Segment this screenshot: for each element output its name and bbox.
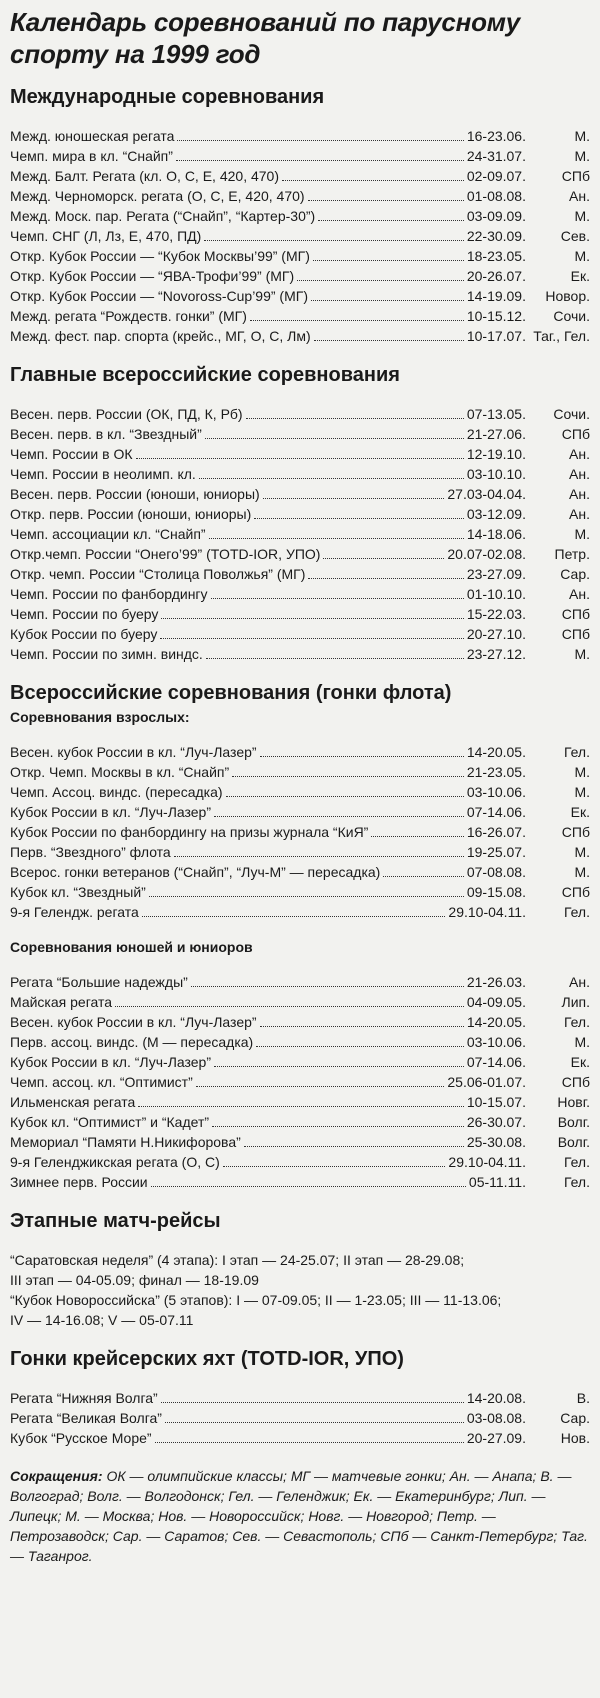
dot-leader	[297, 268, 464, 281]
event-name: Чемп. ассоц. кл. “Оптимист”	[10, 1074, 193, 1090]
subsection-heading: Соревнования юношей и юниоров	[10, 939, 253, 955]
event-city: СПб	[561, 168, 590, 184]
event-name: Ильменская регата	[10, 1094, 136, 1110]
dot-leader	[115, 994, 464, 1007]
list-item	[10, 972, 590, 992]
cruisers-heading: Гонки крейсерских яхт (TOTD-IOR, УПО)	[10, 1348, 404, 1370]
event-list	[10, 742, 590, 922]
event-city: СПб	[561, 426, 590, 442]
list-item	[10, 762, 590, 782]
event-name: 9-я Гелендж. регата	[10, 904, 139, 920]
dot-leader	[311, 288, 464, 301]
event-name: Весен. перв. России (юноши, юниоры)	[10, 486, 260, 502]
list-item	[10, 1052, 590, 1072]
list-item	[10, 326, 590, 346]
list-item	[10, 1152, 590, 1172]
event-city: Сев.	[560, 228, 590, 244]
event-name: Всерос. гонки ветеранов (“Снайп”, “Луч-М” — пересадка)	[10, 864, 381, 880]
event-name: Регата “Большие надежды”	[10, 974, 188, 990]
subsection-heading: Соревнования взрослых:	[10, 709, 190, 725]
event-city: Гел.	[563, 744, 590, 760]
event-date: 16-23.06.	[466, 128, 526, 144]
event-name: Откр. Чемп. Москвы в кл. “Снайп”	[10, 764, 230, 780]
event-name: Откр. Кубок России — “Кубок Москвы’99” (МГ)	[10, 248, 310, 264]
event-city: М.	[574, 128, 590, 144]
event-date: 09-15.08.	[466, 884, 526, 900]
event-city: Волг.	[557, 1134, 590, 1150]
event-date: 15-22.03.	[466, 606, 526, 622]
event-city: М.	[574, 208, 590, 224]
event-city: Сочи.	[553, 406, 590, 422]
event-name: Весен. перв. России (ОК, ПД, К, Рб)	[10, 406, 243, 422]
event-date: 24-31.07.	[466, 148, 526, 164]
event-date: 14-19.09.	[466, 288, 526, 304]
event-date: 23-27.09.	[466, 566, 526, 582]
event-name: Регата “Великая Волга”	[10, 1410, 162, 1426]
event-city: Ан.	[569, 486, 590, 502]
event-name: Межд. регата “Рождеств. гонки” (МГ)	[10, 308, 247, 324]
list-item	[10, 404, 590, 424]
list-item	[10, 1132, 590, 1152]
event-city: Гел.	[563, 904, 590, 920]
list-item	[10, 902, 590, 922]
dot-leader	[260, 744, 464, 757]
list-item	[10, 564, 590, 584]
dot-leader	[142, 904, 446, 917]
list-item	[10, 862, 590, 882]
event-name: Чемп. России по буеру	[10, 606, 159, 622]
event-date: 03-12.09.	[466, 506, 526, 522]
list-item	[10, 992, 590, 1012]
event-city: М.	[574, 844, 590, 860]
event-date: 21-23.05.	[466, 764, 526, 780]
list-item	[10, 186, 590, 206]
event-date: 07-13.05.	[466, 406, 526, 422]
list-item	[10, 226, 590, 246]
event-city: Новор.	[545, 288, 590, 304]
event-city: М.	[574, 248, 590, 264]
event-name: Чемп. ассоциации кл. “Снайп”	[10, 526, 206, 542]
list-item	[10, 1172, 590, 1192]
dot-leader	[138, 1094, 464, 1107]
event-date: 25.06-01.07.	[447, 1074, 526, 1090]
event-name: Перв. “Звездного” флота	[10, 844, 171, 860]
event-name: Откр. Кубок России — “ЯВА-Трофи’99” (МГ)	[10, 268, 295, 284]
event-date: 05-11.11.	[468, 1174, 526, 1190]
event-date: 07-14.06.	[466, 804, 526, 820]
event-name: Чемп. России в неолимп. кл.	[10, 466, 196, 482]
dot-leader	[250, 308, 464, 321]
fleet-groups	[10, 708, 590, 1192]
match-line: “Саратовская неделя” (4 этапа): I этап — 24-25.07; II этап — 28-29.08;	[10, 1252, 465, 1268]
page-title-line: Календарь соревнований по парусному	[10, 7, 521, 37]
dot-leader	[318, 208, 464, 221]
dot-leader	[314, 328, 464, 341]
list-item	[10, 484, 590, 504]
dot-leader	[204, 228, 464, 241]
event-name: Весен. перв. в кл. “Звездный”	[10, 426, 202, 442]
dot-leader	[214, 1054, 464, 1067]
dot-leader	[256, 1034, 464, 1047]
list-item	[10, 624, 590, 644]
section-heading: Международные соревнования	[10, 86, 325, 108]
event-name: Откр. чемп. России “Столица Поволжья” (МГ)	[10, 566, 306, 582]
event-date: 14-20.05.	[466, 744, 526, 760]
event-name: Межд. Черноморск. регата (О, С, Е, 420, 470)	[10, 188, 305, 204]
event-city: СПб	[561, 1074, 590, 1090]
abbreviations-label: Сокращения:	[10, 1468, 103, 1484]
event-name: Кубок России в кл. “Луч-Лазер”	[10, 804, 212, 820]
event-date: 03-08.08.	[466, 1410, 526, 1426]
list-item	[10, 1428, 590, 1448]
event-city: СПб	[561, 824, 590, 840]
event-date: 18-23.05.	[466, 248, 526, 264]
event-name: Зимнее перв. России	[10, 1174, 148, 1190]
event-city: Ек.	[570, 268, 590, 284]
event-city: Гел.	[563, 1014, 590, 1030]
event-name: Регата “Нижняя Волга”	[10, 1390, 158, 1406]
event-name: Межд. фест. пар. спорта (крейс., МГ, О, С, Лм)	[10, 328, 311, 344]
event-name: Кубок России по фанбордингу на призы журнала “КиЯ”	[10, 824, 369, 840]
dot-leader	[214, 804, 464, 817]
event-list	[10, 126, 590, 346]
list-item	[10, 306, 590, 326]
match-heading: Этапные матч-рейсы	[10, 1210, 221, 1232]
dot-leader	[199, 466, 464, 479]
event-city: Нов.	[560, 1430, 590, 1446]
event-date: 21-27.06.	[466, 426, 526, 442]
event-city: Новг.	[557, 1094, 590, 1110]
event-city: СПб	[561, 884, 590, 900]
dot-leader	[263, 486, 445, 499]
event-date: 20-27.09.	[466, 1430, 526, 1446]
event-city: М.	[574, 764, 590, 780]
dot-leader	[161, 1390, 464, 1403]
list-item	[10, 742, 590, 762]
event-city: Ан.	[569, 446, 590, 462]
event-date: 10-15.07.	[466, 1094, 526, 1110]
event-city: Ан.	[569, 466, 590, 482]
match-line: IV — 14-16.08; V — 05-07.11	[10, 1312, 194, 1328]
dot-leader	[371, 824, 463, 837]
event-name: Межд. Моск. пар. Регата (“Снайп”, “Картер-30”)	[10, 208, 316, 224]
event-date: 01-08.08.	[466, 188, 526, 204]
dot-leader	[177, 128, 463, 141]
list-item	[10, 1388, 590, 1408]
event-date: 29.10-04.11.	[448, 904, 526, 920]
event-name: Чемп. Ассоц. виндс. (пересадка)	[10, 784, 223, 800]
event-date: 20-26.07.	[466, 268, 526, 284]
list-item	[10, 444, 590, 464]
event-date: 29.10-04.11.	[448, 1154, 526, 1170]
event-date: 03-09.09.	[466, 208, 526, 224]
event-name: Чемп. России по зимн. виндс.	[10, 646, 203, 662]
dot-leader	[212, 1114, 464, 1127]
event-date: 01-10.10.	[466, 586, 526, 602]
event-city: Сочи.	[553, 308, 590, 324]
event-city: В.	[576, 1390, 590, 1406]
event-date: 14-18.06.	[466, 526, 526, 542]
match-races-text	[10, 1250, 590, 1330]
event-city: М.	[574, 148, 590, 164]
event-date: 16-26.07.	[466, 824, 526, 840]
list-item	[10, 424, 590, 444]
dot-leader	[260, 1014, 464, 1027]
dot-leader	[323, 546, 444, 559]
event-name: Чемп. России по фанбордингу	[10, 586, 208, 602]
abbreviations-text: ОК — олимпийские классы; МГ — матчевые гонки; Ан. — Анапа; В. — Волгоград; Волг. — Волгодонск; Гел. — Геленджик; Ек. — Екатеринбург; Лип. — Липецк; М. — Москва; Нов. — Новороссийск; Новг. — Новгород; Петр. — Петрозаводск; Сар. — Саратов; Сев. — Севастополь; СПб — Санкт-Петербург; Таг. — Таганрог.	[10, 1468, 588, 1564]
event-name: Межд. юношеская регата	[10, 128, 175, 144]
event-name: 9-я Геленджикская регата (О, С)	[10, 1154, 220, 1170]
section-heading: Главные всероссийские соревнования	[10, 364, 400, 386]
event-city: СПб	[561, 626, 590, 642]
event-date: 04-09.05.	[466, 994, 526, 1010]
event-city: Петр.	[554, 546, 590, 562]
dot-leader	[160, 626, 463, 639]
event-name: Откр.чемп. России “Онего’99” (TOTD-IOR, УПО)	[10, 546, 321, 562]
abbreviations	[10, 1466, 590, 1566]
event-name: Откр. перв. России (юноши, юниоры)	[10, 506, 252, 522]
event-name: Весен. кубок России в кл. “Луч-Лазер”	[10, 744, 257, 760]
list-item	[10, 246, 590, 266]
event-list	[10, 972, 590, 1192]
dot-leader	[151, 1174, 466, 1187]
dot-leader	[196, 1074, 445, 1087]
list-item	[10, 1032, 590, 1052]
list-item	[10, 822, 590, 842]
event-date: 22-30.09.	[466, 228, 526, 244]
list-item	[10, 166, 590, 186]
event-city: М.	[574, 526, 590, 542]
event-date: 21-26.03.	[466, 974, 526, 990]
main-sections	[10, 84, 590, 664]
event-name: Кубок кл. “Оптимист” и “Кадет”	[10, 1114, 210, 1130]
event-name: Кубок России в кл. “Луч-Лазер”	[10, 1054, 212, 1070]
fleet-heading: Всероссийские соревнования (гонки флота)	[10, 682, 452, 704]
list-item	[10, 1112, 590, 1132]
dot-leader	[165, 1410, 464, 1423]
event-date: 19-25.07.	[466, 844, 526, 860]
event-name: Весен. кубок России в кл. “Луч-Лазер”	[10, 1014, 257, 1030]
event-city: Сар.	[560, 566, 590, 582]
dot-leader	[244, 1134, 464, 1147]
event-city: Ек.	[570, 804, 590, 820]
dot-leader	[155, 1430, 464, 1443]
event-city: Ан.	[569, 974, 590, 990]
list-item	[10, 842, 590, 862]
list-item	[10, 266, 590, 286]
event-city: Ан.	[569, 506, 590, 522]
dot-leader	[205, 426, 464, 439]
event-city: Ан.	[569, 188, 590, 204]
event-name: Кубок “Русское Море”	[10, 1430, 152, 1446]
list-item	[10, 126, 590, 146]
list-item	[10, 1072, 590, 1092]
dot-leader	[211, 586, 464, 599]
dot-leader	[246, 406, 464, 419]
event-city: Сар.	[560, 1410, 590, 1426]
event-date: 12-19.10.	[466, 446, 526, 462]
cruiser-list	[10, 1388, 590, 1448]
dot-leader	[209, 526, 464, 539]
list-item	[10, 524, 590, 544]
event-name: Чемп. СНГ (Л, Лз, Е, 470, ПД)	[10, 228, 202, 244]
event-date: 07-14.06.	[466, 1054, 526, 1070]
event-name: Кубок кл. “Звездный”	[10, 884, 146, 900]
dot-leader	[282, 168, 464, 181]
event-date: 03-10.10.	[466, 466, 526, 482]
dot-leader	[149, 884, 464, 897]
event-name: Межд. Балт. Регата (кл. О, С, Е, 420, 470)	[10, 168, 279, 184]
dot-leader	[136, 446, 464, 459]
event-city: Таг., Гел.	[533, 328, 590, 344]
event-name: Откр. Кубок России — “Novoross-Cup’99” (МГ)	[10, 288, 308, 304]
dot-leader	[254, 506, 464, 519]
page-title	[10, 6, 590, 70]
event-date: 27.03-04.04.	[447, 486, 526, 502]
event-city: Лип.	[561, 994, 590, 1010]
list-item	[10, 782, 590, 802]
event-date: 20-27.10.	[466, 626, 526, 642]
event-date: 23-27.12.	[466, 646, 526, 662]
list-item	[10, 544, 590, 564]
dot-leader	[232, 764, 464, 777]
event-date: 10-15.12.	[466, 308, 526, 324]
event-date: 20.07-02.08.	[447, 546, 526, 562]
event-name: Майская регата	[10, 994, 113, 1010]
list-item	[10, 584, 590, 604]
event-city: Ек.	[570, 1054, 590, 1070]
dot-leader	[313, 248, 464, 261]
list-item	[10, 146, 590, 166]
event-date: 03-10.06.	[466, 784, 526, 800]
list-item	[10, 802, 590, 822]
list-item	[10, 1012, 590, 1032]
match-line: III этап — 04-05.09; финал — 18-19.09	[10, 1272, 259, 1288]
event-date: 03-10.06.	[466, 1034, 526, 1050]
event-city: Волг.	[557, 1114, 590, 1130]
event-date: 07-08.08.	[466, 864, 526, 880]
event-city: М.	[574, 1034, 590, 1050]
list-item	[10, 1408, 590, 1428]
dot-leader	[308, 566, 463, 579]
event-date: 10-17.07.	[466, 328, 526, 344]
list-item	[10, 504, 590, 524]
dot-leader	[223, 1154, 446, 1167]
list-item	[10, 882, 590, 902]
list-item	[10, 644, 590, 664]
dot-leader	[308, 188, 464, 201]
event-city: Ан.	[569, 586, 590, 602]
event-city: М.	[574, 784, 590, 800]
event-name: Чемп. мира в кл. “Снайп”	[10, 148, 173, 164]
list-item	[10, 464, 590, 484]
event-date: 02-09.07.	[466, 168, 526, 184]
event-date: 25-30.08.	[466, 1134, 526, 1150]
event-city: М.	[574, 864, 590, 880]
dot-leader	[176, 148, 464, 161]
event-list	[10, 404, 590, 664]
dot-leader	[174, 844, 464, 857]
dot-leader	[161, 606, 463, 619]
list-item	[10, 286, 590, 306]
match-line: “Кубок Новороссийска” (5 этапов): I — 07-09.05; II — 1-23.05; III — 11-13.06;	[10, 1292, 502, 1308]
list-item	[10, 1092, 590, 1112]
dot-leader	[206, 646, 464, 659]
dot-leader	[383, 864, 464, 877]
list-item	[10, 206, 590, 226]
event-city: Гел.	[563, 1154, 590, 1170]
event-city: СПб	[561, 606, 590, 622]
dot-leader	[226, 784, 464, 797]
event-city: М.	[574, 646, 590, 662]
event-name: Кубок России по буеру	[10, 626, 158, 642]
list-item	[10, 604, 590, 624]
event-city: Гел.	[563, 1174, 590, 1190]
event-date: 14-20.08.	[466, 1390, 526, 1406]
event-name: Чемп. России в ОК	[10, 446, 133, 462]
event-name: Мемориал “Памяти Н.Никифорова”	[10, 1134, 241, 1150]
event-date: 26-30.07.	[466, 1114, 526, 1130]
event-name: Перв. ассоц. виндс. (М — пересадка)	[10, 1034, 254, 1050]
dot-leader	[191, 974, 464, 987]
event-date: 14-20.05.	[466, 1014, 526, 1030]
page-title-line: спорту на 1999 год	[10, 39, 261, 69]
